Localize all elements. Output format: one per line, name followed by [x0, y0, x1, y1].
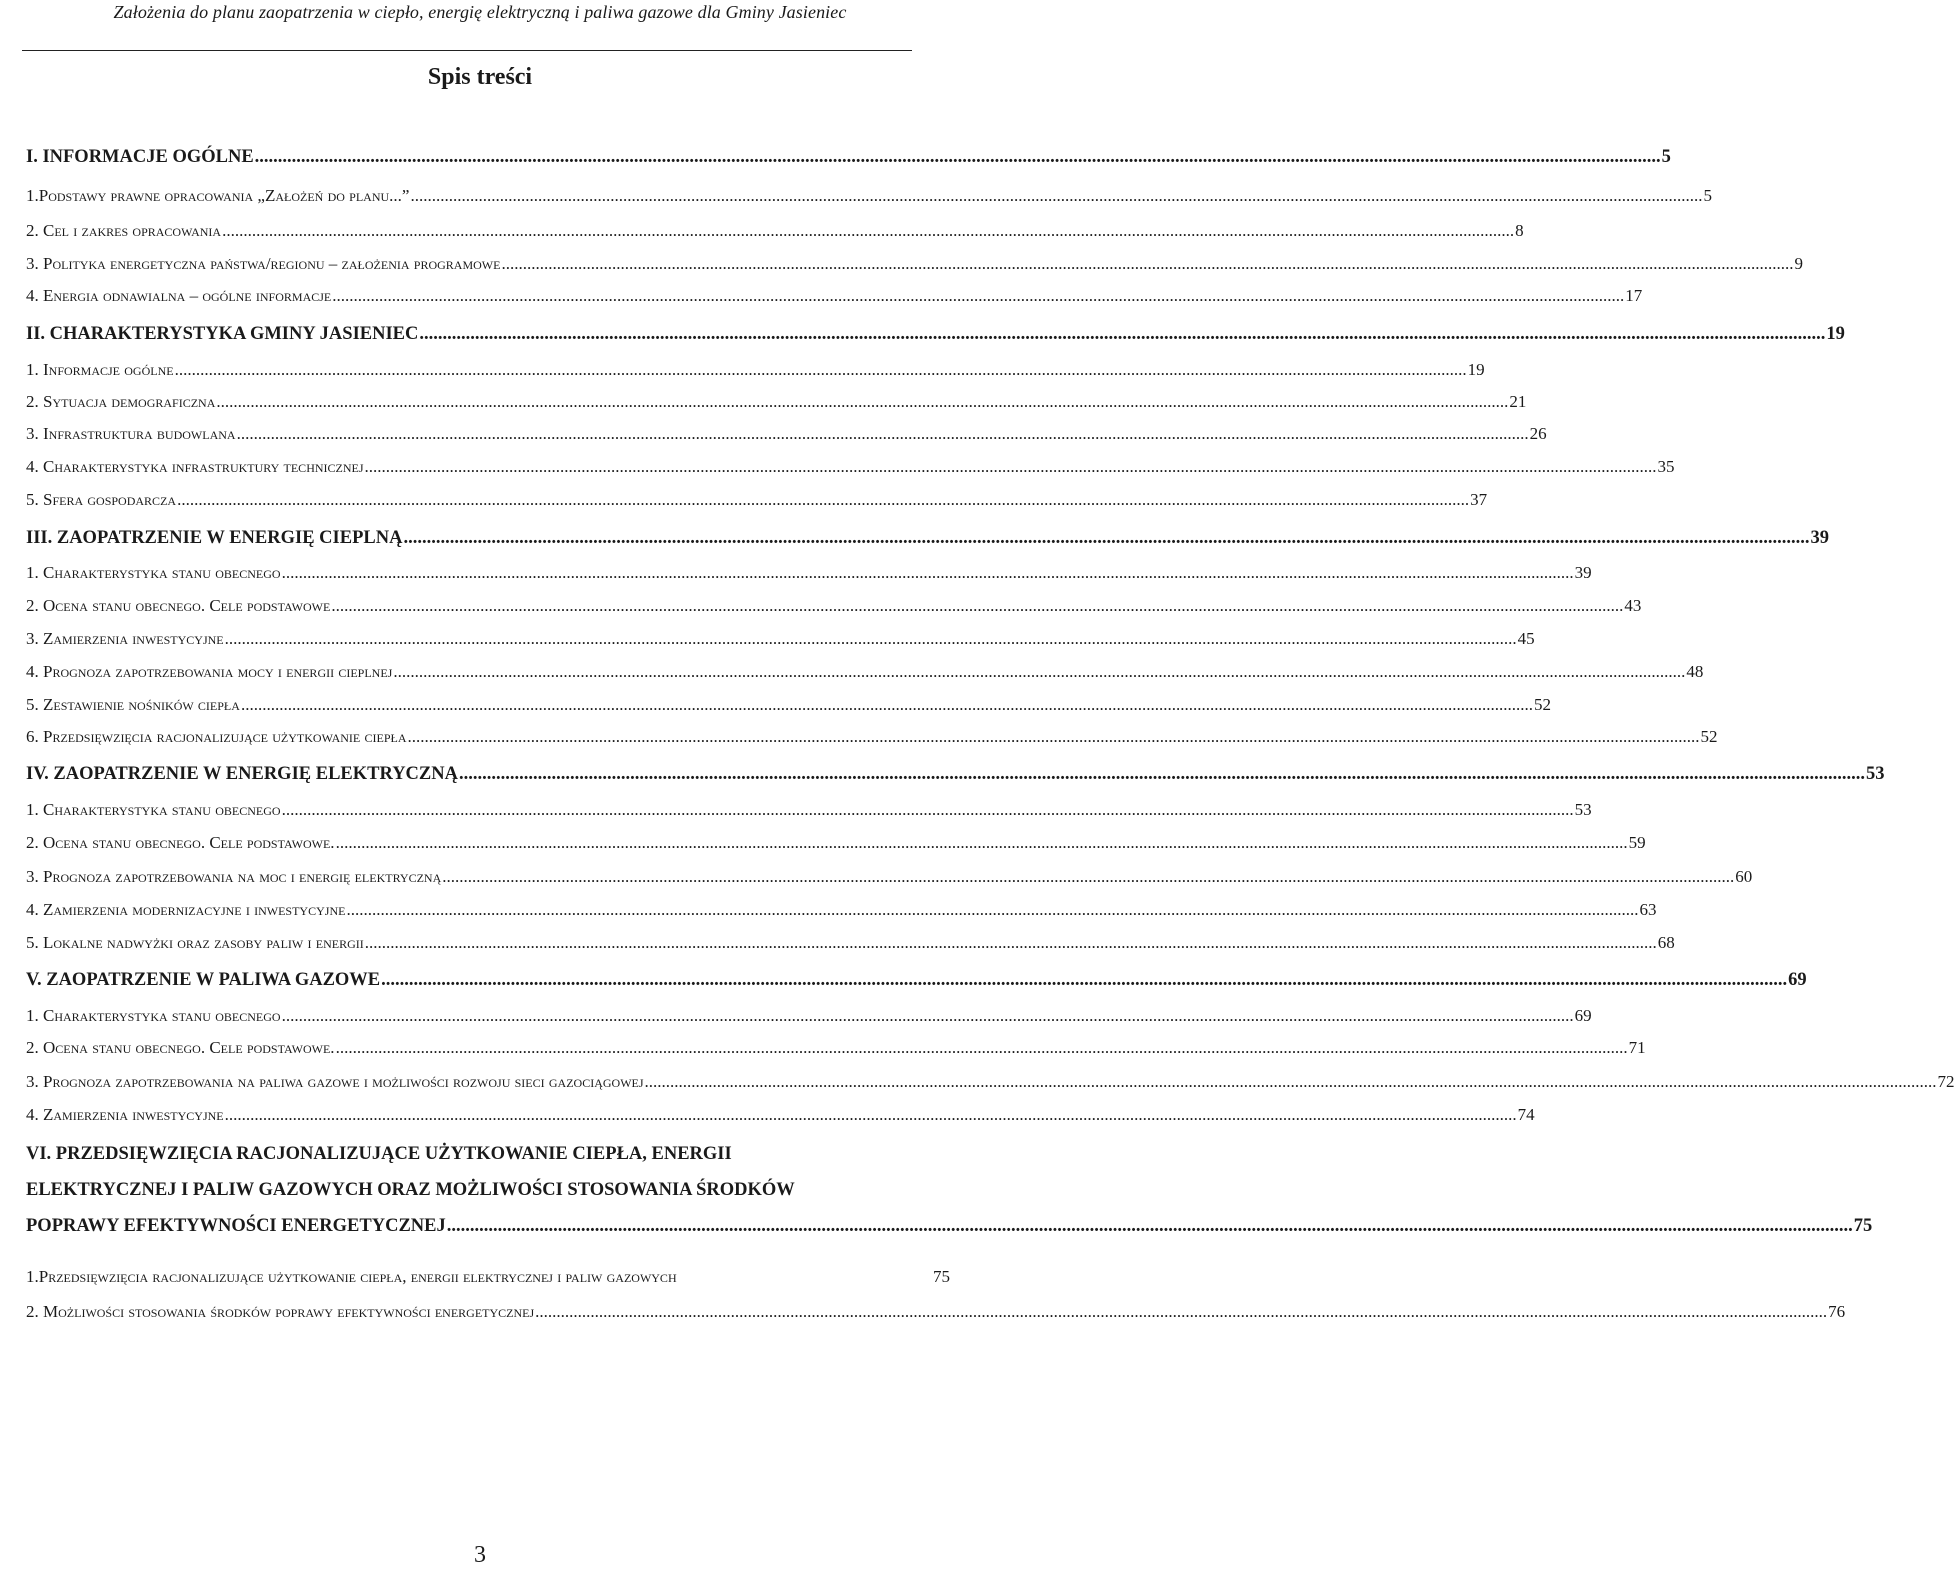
toc-entry[interactable]: [26, 1037, 1646, 1059]
toc-entry[interactable]: [26, 253, 1803, 275]
toc-leader-dots: [501, 253, 1793, 275]
toc-chapter[interactable]: [26, 323, 1845, 345]
toc-chapter[interactable]: [26, 763, 1885, 785]
toc-entry-title: 2. Ocena stanu obecnego. Cele podstawowe: [26, 596, 331, 615]
toc-page-number: 5: [1703, 186, 1712, 205]
toc-leader-dots: [216, 391, 1508, 413]
toc-leader-dots: [331, 595, 1623, 617]
toc-entry-title: 1. Charakterystyka stanu obecnego: [26, 563, 281, 582]
toc-entry[interactable]: [26, 1266, 950, 1288]
toc-page-number: 26: [1529, 424, 1547, 443]
toc-page-number: 63: [1639, 900, 1657, 919]
toc-entry-title: 4. Charakterystyka infrastruktury technicznej: [26, 457, 364, 476]
toc-page-number: 59: [1628, 833, 1646, 852]
toc-entry-title: 2. Ocena stanu obecnego. Cele podstawowe.: [26, 1038, 335, 1057]
toc-entry[interactable]: [26, 661, 1704, 683]
toc-chapter[interactable]: [26, 146, 1671, 168]
toc-leader-dots: [408, 726, 1700, 748]
toc-page-number: 35: [1657, 457, 1675, 476]
toc-entry-title: 2. Cel i zakres opracowania: [26, 221, 222, 240]
toc-entry-title: 4. Zamierzenia modernizacyjne i inwestycyjne: [26, 900, 346, 919]
toc-entry[interactable]: [26, 628, 1535, 650]
toc-entry[interactable]: [26, 832, 1646, 854]
toc-entry-title: VI. PRZEDSIĘWZIĘCIA RACJONALIZUJĄCE UŻYTKOWANIE CIEPŁA, ENERGII: [26, 1144, 732, 1164]
toc-page-number: 69: [1788, 970, 1807, 990]
toc-entry-title: 3. Prognoza zapotrzebowania na moc i energię elektryczną: [26, 867, 442, 886]
toc-entry-title: 1. Charakterystyka stanu obecnego: [26, 1006, 281, 1025]
toc-entry[interactable]: [26, 726, 1718, 748]
header-divider: [22, 50, 912, 51]
toc-leader-dots: [336, 832, 1628, 854]
toc-entry-title: 3. Prognoza zapotrzebowania na paliwa gazowe i możliwości rozwoju sieci gazociągowej: [26, 1072, 644, 1091]
toc-entry[interactable]: [26, 1005, 1592, 1027]
toc-entry-title: 4. Energia odnawialna – ogólne informacje: [26, 286, 332, 305]
toc-page-number: 52: [1700, 727, 1718, 746]
toc-leader-dots: [459, 763, 1865, 785]
toc-leader-dots: [447, 1215, 1853, 1237]
toc-entry-title: 5. Sfera gospodarcza: [26, 490, 177, 509]
toc-leader-dots: [222, 220, 1514, 242]
toc-entry-title: 2. Możliwości stosowania środków poprawy efektywności energetycznej: [26, 1302, 535, 1321]
toc-chapter-line[interactable]: [26, 1179, 950, 1201]
toc-page-number: 19: [1467, 360, 1485, 379]
toc-leader-dots: [282, 799, 1574, 821]
toc-entry[interactable]: [26, 220, 1524, 242]
toc-leader-dots: [237, 423, 1529, 445]
toc-entry[interactable]: [26, 391, 1527, 413]
toc-entry[interactable]: [26, 285, 1643, 307]
toc-entry[interactable]: [26, 799, 1592, 821]
toc-page-number: 74: [1517, 1105, 1535, 1124]
toc-leader-dots: [381, 969, 1787, 991]
toc-page-number: 19: [1826, 324, 1845, 344]
toc-leader-dots: [282, 562, 1574, 584]
toc-entry[interactable]: [26, 489, 1488, 511]
toc-chapter[interactable]: [26, 969, 1807, 991]
toc-leader-dots: [403, 527, 1809, 549]
toc-entry[interactable]: [26, 185, 1712, 207]
toc-leader-dots: [346, 899, 1638, 921]
toc-page-number: 53: [1574, 800, 1592, 819]
toc-leader-dots: [393, 661, 1685, 683]
toc-leader-dots: [535, 1301, 1827, 1323]
running-header: Założenia do planu zaopatrzenia w ciepło, energię elektryczną i paliwa gazowe dla Gminy Jasieniec: [113, 2, 847, 22]
toc-leader-dots: [336, 1037, 1628, 1059]
toc-page-number: 48: [1686, 662, 1704, 681]
toc-leader-dots: [225, 628, 1517, 650]
toc-entry-title: 3. Zamierzenia inwestycyjne: [26, 629, 224, 648]
toc-entry-title: 5. Lokalne nadwyżki oraz zasoby paliw i energii: [26, 933, 364, 952]
toc-entry-title: IV. ZAOPATRZENIE W ENERGIĘ ELEKTRYCZNĄ: [26, 764, 458, 784]
page-title: Spis treści: [427, 64, 533, 90]
toc-page-number: 72: [1937, 1072, 1955, 1091]
toc-entry[interactable]: [26, 423, 1547, 445]
toc-entry[interactable]: [26, 456, 1675, 478]
toc-entry-title: ELEKTRYCZNEJ I PALIW GAZOWYCH ORAZ MOŻLIWOŚCI STOSOWANIA ŚRODKÓW: [26, 1180, 795, 1200]
toc-page-number: 52: [1533, 695, 1551, 714]
toc-entry[interactable]: [26, 562, 1592, 584]
toc-entry-title: POPRAWY EFEKTYWNOŚCI ENERGETYCZNEJ: [26, 1216, 446, 1236]
toc-leader-dots: [225, 1104, 1517, 1126]
toc-entry[interactable]: [26, 1301, 1846, 1323]
toc-entry[interactable]: [26, 899, 1657, 921]
toc-entry-title: 4. Zamierzenia inwestycyjne: [26, 1105, 224, 1124]
toc-page-number: 71: [1628, 1038, 1646, 1057]
toc-leader-dots: [241, 694, 1533, 716]
toc-entry[interactable]: [26, 359, 1485, 381]
toc-chapter[interactable]: [26, 1215, 1873, 1237]
toc-leader-dots: [645, 1071, 1937, 1093]
toc-entry[interactable]: [26, 1071, 1955, 1093]
page-number: 3: [474, 1542, 486, 1568]
toc-leader-dots: [177, 489, 1469, 511]
toc-entry[interactable]: [26, 595, 1642, 617]
toc-leader-dots: [282, 1005, 1574, 1027]
toc-entry-title: 1.Podstawy prawne opracowania „Założeń do planu...”: [26, 186, 410, 205]
toc-leader-dots: [410, 185, 1702, 207]
toc-leader-dots: [332, 285, 1624, 307]
toc-page-number: 53: [1865, 764, 1885, 784]
toc-leader-dots: [419, 323, 1825, 345]
toc-leader-dots: [442, 866, 1734, 888]
toc-entry-title: 6. Przedsięwzięcia racjonalizujące użytkowanie ciepła: [26, 727, 407, 746]
toc-entry-title: 5. Zestawienie nośników ciepła: [26, 695, 240, 714]
toc-entry-title: 4. Prognoza zapotrzebowania mocy i energii cieplnej: [26, 662, 393, 681]
toc-entry-title: I. INFORMACJE OGÓLNE: [26, 147, 254, 167]
toc-entry-title: 1. Informacje ogólne: [26, 360, 174, 379]
toc-page-number: 60: [1735, 867, 1753, 886]
toc-page-number: 69: [1574, 1006, 1592, 1025]
toc-chapter-line[interactable]: [26, 1143, 950, 1165]
toc-page-number: 43: [1624, 596, 1642, 615]
toc-entry-title: V. ZAOPATRZENIE W PALIWA GAZOWE: [26, 970, 381, 990]
toc-leader-dots: [365, 932, 1657, 954]
toc-entry[interactable]: [26, 866, 1753, 888]
toc-entry-title: 1. Charakterystyka stanu obecnego: [26, 800, 281, 819]
toc-entry-title: 2. Ocena stanu obecnego. Cele podstawowe.: [26, 833, 335, 852]
toc-entry-title: 1.Przedsięwzięcia racjonalizujące użytkowanie ciepła, energii elektrycznej i paliw gazowych: [26, 1267, 677, 1286]
toc-entry-title: 3. Infrastruktura budowlana: [26, 424, 236, 443]
toc-page-number: 37: [1470, 490, 1488, 509]
toc-page-number: 45: [1517, 629, 1535, 648]
toc-entry-title: II. CHARAKTERYSTYKA GMINY JASIENIEC: [26, 324, 419, 344]
toc-page-number: 75: [1853, 1216, 1873, 1236]
toc-entry[interactable]: [26, 932, 1675, 954]
toc-leader-dots: [365, 456, 1657, 478]
toc-page-number: 9: [1794, 254, 1803, 273]
toc-entry[interactable]: [26, 694, 1551, 716]
toc-page-number: 39: [1810, 528, 1829, 548]
toc-entry-title: 2. Sytuacja demograficzna: [26, 392, 216, 411]
toc-entry[interactable]: [26, 1104, 1535, 1126]
toc-chapter[interactable]: [26, 527, 1829, 549]
toc-page-number: 8: [1515, 221, 1524, 240]
toc-page-number: 39: [1574, 563, 1592, 582]
toc-entry-title: III. ZAOPATRZENIE W ENERGIĘ CIEPLNĄ: [26, 528, 403, 548]
toc-entry-title: 3. Polityka energetyczna państwa/regionu – założenia programowe: [26, 254, 501, 273]
toc-page-number: 68: [1657, 933, 1675, 952]
toc-page-number: 21: [1509, 392, 1527, 411]
toc-leader-dots: [175, 359, 1467, 381]
toc-leader-dots: [255, 146, 1661, 168]
toc-page-number: 76: [1828, 1302, 1846, 1321]
toc-page-number: 17: [1625, 286, 1643, 305]
toc-page-number: 5: [1661, 147, 1671, 167]
toc-page-number: 75: [933, 1267, 950, 1286]
